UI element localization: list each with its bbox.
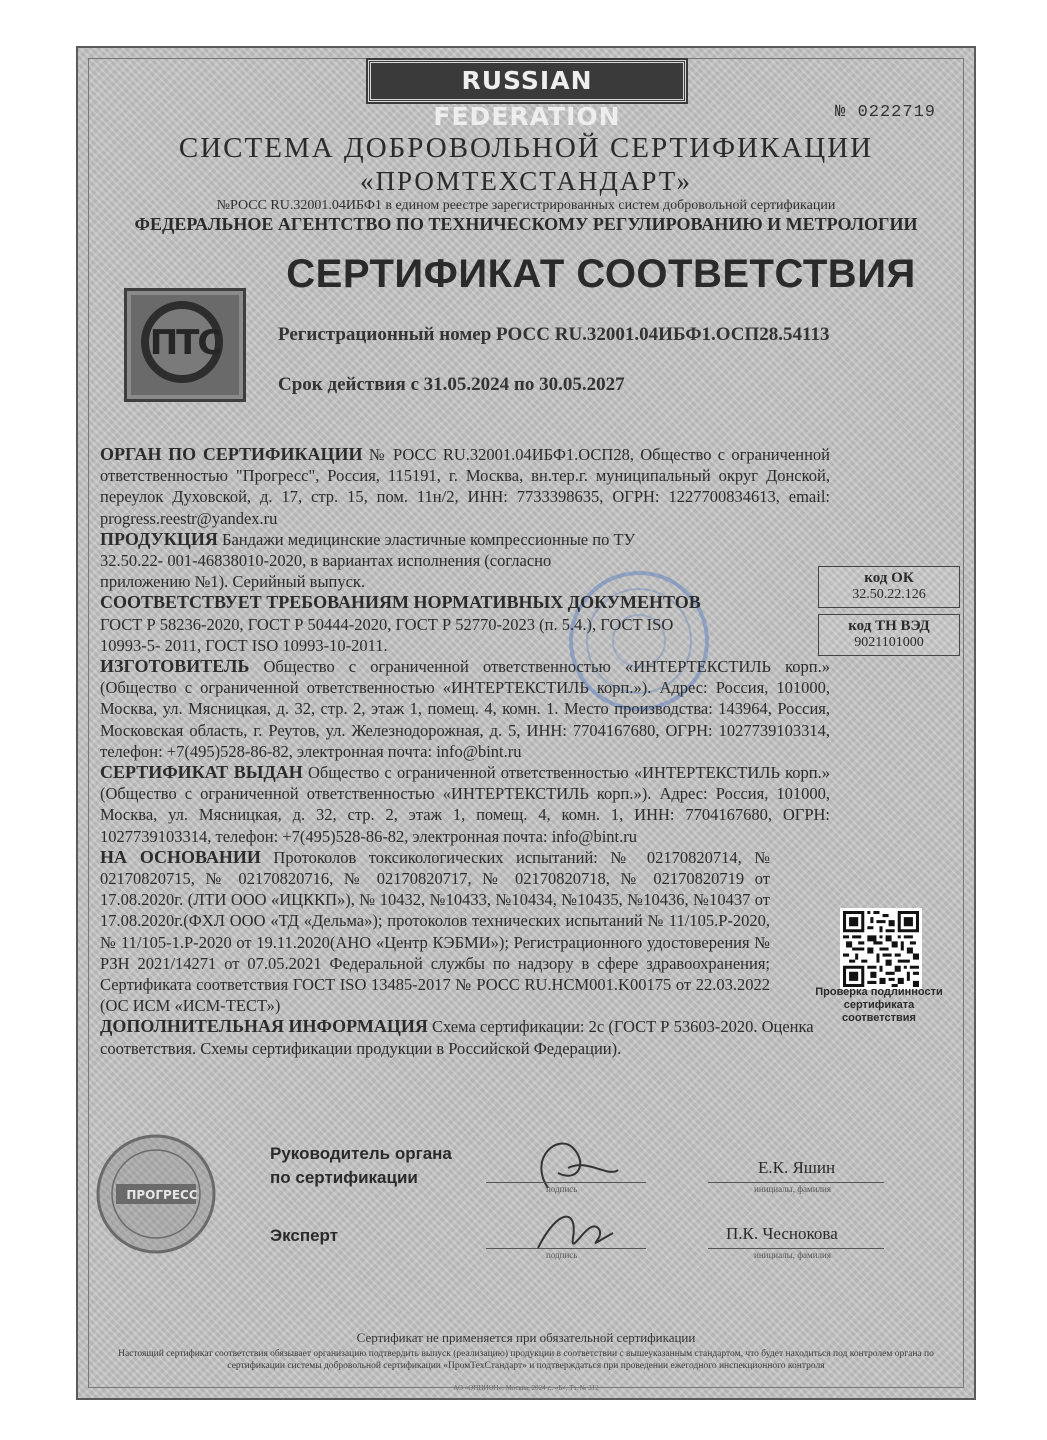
seal-center-text: ПРОГРЕСС xyxy=(126,1188,198,1202)
head-name-caption: инициалы, фамилия xyxy=(754,1184,831,1194)
compliance-section xyxy=(100,592,830,656)
validity-period: Срок действия с 31.05.2024 по 30.05.2027 xyxy=(278,374,625,395)
issued-text: Общество с ограниченной ответственностью «ИНТЕРТЕКСТИЛЬ корп.» (Общество с ограниченной ответственностью «ИНТЕРТЕКСТИЛЬ корп.»). Адрес: Россия, 101000, Москва, ул. Мясницкая, д. 32, стр. 2, этаж 1, помещ. 4, комн. 1, ИНН: 7704167680, ОГРН: 1027739103314, телефон: +7(495)528-86-82, электронная почта: info@bint.ru xyxy=(100,763,831,846)
footnote: Настоящий сертификат соответствия обязывает организацию подтвердить выпуск (реализацию) продукции в соответствии с вышеуказанным стандартом, что будет находиться под контролем органа по сертификации системы добровольной сертификации «ПромТехСтандарт» и подтверждаться при проведении ежегодного инспекционного контроля xyxy=(118,1349,934,1371)
expert-label: Эксперт xyxy=(270,1226,339,1245)
form-number: № 0222719 xyxy=(835,103,936,122)
tnved-code-box xyxy=(818,614,960,656)
expert-name-caption: инициалы, фамилия xyxy=(754,1250,831,1260)
notice: Сертификат не применяется при обязательной сертификации xyxy=(356,1330,696,1345)
organ-section xyxy=(100,444,830,529)
certificate-body xyxy=(100,444,830,1059)
expert-signature-line xyxy=(486,1248,646,1249)
head-name-line xyxy=(708,1182,884,1183)
agency-name: ФЕДЕРАЛЬНОЕ АГЕНТСТВО ПО ТЕХНИЧЕСКОМУ РЕГУЛИРОВАНИЮ И МЕТРОЛОГИИ xyxy=(134,214,918,234)
extra-label: ДОПОЛНИТЕЛЬНАЯ ИНФОРМАЦИЯ xyxy=(100,1016,428,1037)
product-label: ПРОДУКЦИЯ xyxy=(100,528,218,549)
organ-label: ОРГАН ПО СЕРТИФИКАЦИИ xyxy=(100,444,363,464)
compliance-label: СООТВЕТСТВУЕТ ТРЕБОВАНИЯМ НОРМАТИВНЫХ ДОКУМЕНТОВ xyxy=(100,592,701,613)
qr-code[interactable] xyxy=(840,908,922,990)
manufacturer-text: Общество с ограниченной ответственностью «ИНТЕРТЕКСТИЛЬ корп.» (Общество с ограниченной ответственностью «ИНТЕРТЕКСТИЛЬ корп.»). Адрес: Россия, 101000, Москва, ул. Мясницкая, д. 32, стр. 2, этаж 1, помещ. 4, комн. 1. Место производства: 143964, Россия, Московская область, г. Реутов, ул. Железнодорожная, д. 5, ИНН: 7704167680, ОГРН: 1027739103314, телефон: +7(495)528-86-82, электронная почта: info@bint.ru xyxy=(100,657,830,761)
head-sig-caption: подпись xyxy=(546,1184,578,1194)
country-banner: RUSSIAN FEDERATION xyxy=(368,60,686,102)
system-registry: №РОСС RU.32001.04ИБФ1 в едином реестре зарегистрированных систем добровольной сертификации xyxy=(216,198,836,213)
expert-name: П.К. Чеснокова xyxy=(726,1224,838,1243)
print-line: АО «ОПЦИОН», Москва, 2024 г., «Б», Тз. № 312 xyxy=(453,1384,599,1392)
logo-letters: ПТС xyxy=(149,323,221,363)
basis-section xyxy=(100,847,770,1017)
system-name: «ПРОМТЕХСТАНДАРТ» xyxy=(359,166,692,196)
qr-code-icon xyxy=(843,911,919,987)
tnved-code-label: код ТН ВЭД xyxy=(848,618,930,634)
extra-text: Схема сертификации: 2с (ГОСТ Р 53603-2020. Оценка соответствия. Схемы сертификации продукции в Российской Федерации). xyxy=(100,1017,814,1058)
head-signature-line xyxy=(486,1182,646,1183)
system-title: СИСТЕМА ДОБРОВОЛЬНОЙ СЕРТИФИКАЦИИ xyxy=(178,132,874,164)
compliance-text: ГОСТ Р 58236-2020, ГОСТ Р 50444-2020, ГОСТ Р 52770-2023 (п. 5.4.), ГОСТ ISO 10993-5- 2011, ГОСТ ISO 10993-10-2011. xyxy=(100,614,674,655)
qr-caption: Проверка подлинности сертификата соответствия xyxy=(815,986,943,1024)
head-label xyxy=(270,1142,452,1190)
certificate-title: СЕРТИФИКАТ СООТВЕТСТВИЯ xyxy=(286,252,916,296)
product-text: Бандажи медицинские эластичные компрессионные по ТУ 32.50.22- 001-46838010-2020, в вариантах исполнения (согласно приложению №1). Серийный выпуск. xyxy=(100,529,636,592)
expert-name-line xyxy=(708,1248,884,1249)
product-section xyxy=(100,529,640,593)
system-logo xyxy=(124,288,246,402)
tnved-code-value: 9021101000 xyxy=(854,635,924,650)
basis-label: НА ОСНОВАНИИ xyxy=(100,846,261,867)
basis-text: Протоколов токсикологических испытаний: № 02170820714, № 02170820715, № 02170820716, № 02170820717, № 02170820718, № 02170820719 от 17.08.2020г. (ЛТИ ООО «ИЦККП»), № 10432, №10433, №10434, №10435, №10436, №10437 от 17.08.2020г.(ФХЛ ООО «ТД «Дельма»); протоколов технических испытаний № 11/105.Р-2020, № 11/105-1.Р-2020 от 19.11.2020(АНО «Центр КЭБМИ»); Регистрационного удостоверения № РЗН 2021/14271 от 07.05.2021 Федеральной службы по надзору в сфере здравоохранения; Сертификата соответствия ГОСТ ISO 13485-2017 № РОСС RU.HCM001.K00175 от 22.03.2022 (ОС ИСМ «ИСМ-ТЕСТ») xyxy=(100,847,770,1016)
organ-text: № РОСС RU.32001.04ИБФ1.ОСП28, Общество с ограниченной ответственностью "Прогресс", Россия, 115191, г. Москва, вн.тер.г. муниципальный округ Донской, переулок Духовской, д. 17, стр. 15, пом. 11н/2, ИНН: 7733398635, ОГРН: 1227700834613, email: progress.reestr@yandex.ru xyxy=(100,445,830,528)
manufacturer-label: ИЗГОТОВИТЕЛЬ xyxy=(100,656,250,677)
ok-code-label: код ОК xyxy=(864,570,914,586)
registration-number: Регистрационный номер РОСС RU.32001.04ИБФ1.ОСП28.54113 xyxy=(278,324,830,345)
expert-sig-caption: подпись xyxy=(546,1250,578,1260)
issued-label: СЕРТИФИКАТ ВЫДАН xyxy=(100,762,303,783)
manufacturer-section xyxy=(100,656,830,762)
head-name: Е.К. Яшин xyxy=(758,1158,836,1177)
extra-section xyxy=(100,1016,830,1058)
head-label-line2: по сертификации xyxy=(270,1168,418,1187)
head-label-line1: Руководитель органа xyxy=(270,1144,452,1163)
ok-code-value: 32.50.22.126 xyxy=(852,587,926,602)
certificate-sheet xyxy=(76,46,976,1400)
issued-section xyxy=(100,762,830,847)
ok-code-box xyxy=(818,566,960,608)
